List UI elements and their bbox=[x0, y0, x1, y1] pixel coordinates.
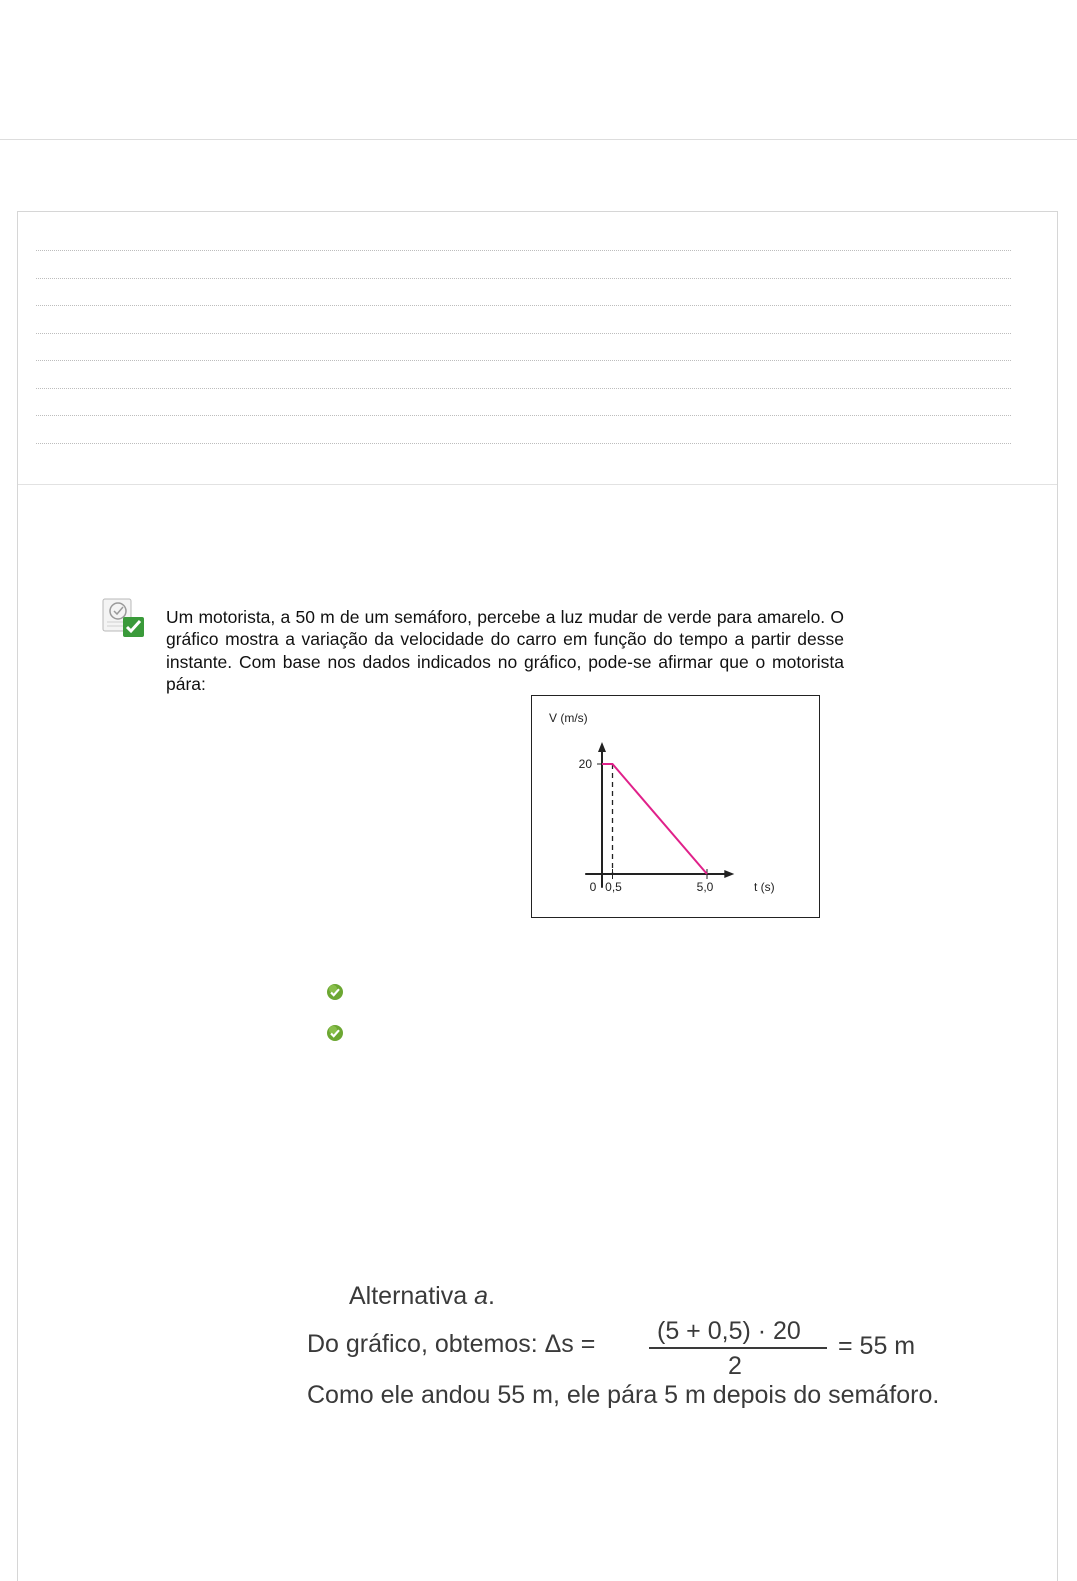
solution-calc-prefix: Do gráfico, obtemos: Δs = bbox=[307, 1330, 595, 1359]
question-text: Um motorista, a 50 m de um semáforo, percebe a luz mudar de verde para amarelo. O gráfico mostra a variação da velocidade do carro em função do tempo a partir desse instante. Com base nos dados indicados no gráfico, pode-se afirmar que o motorista pára: bbox=[166, 606, 844, 695]
y-tick-label: 20 bbox=[579, 757, 593, 771]
dotted-rule bbox=[36, 305, 1011, 306]
solution-alternative bbox=[349, 1282, 495, 1311]
velocity-time-chart bbox=[531, 695, 820, 918]
x-axis-label: t (s) bbox=[754, 880, 775, 894]
dotted-rule bbox=[36, 278, 1011, 279]
series-line-velocity bbox=[602, 764, 707, 874]
alternative-letter: a bbox=[474, 1282, 488, 1310]
dotted-rule bbox=[36, 443, 1011, 444]
alternative-suffix: . bbox=[488, 1282, 495, 1310]
fraction-denominator: 2 bbox=[728, 1352, 742, 1381]
solution-result: = 55 m bbox=[838, 1332, 915, 1361]
panel-header bbox=[18, 212, 1057, 485]
x-tick-label: 0,5 bbox=[605, 880, 622, 894]
green-check-icon bbox=[326, 983, 344, 1001]
green-check-icon bbox=[326, 1024, 344, 1042]
fraction-bar bbox=[649, 1347, 827, 1349]
y-axis-arrow bbox=[598, 742, 606, 752]
y-axis-label: V (m/s) bbox=[549, 711, 588, 725]
graded-question-check-icon bbox=[101, 596, 145, 638]
dotted-rule bbox=[36, 388, 1011, 389]
solution-conclusion: Como ele andou 55 m, ele pára 5 m depois do semáforo. bbox=[307, 1381, 939, 1410]
fraction-numerator: (5 + 0,5) · 20 bbox=[657, 1317, 801, 1346]
dotted-rule bbox=[36, 360, 1011, 361]
dotted-rule bbox=[36, 415, 1011, 416]
x-axis-arrow bbox=[724, 870, 734, 878]
dotted-rule bbox=[36, 333, 1011, 334]
x-tick-label: 5,0 bbox=[697, 880, 714, 894]
dotted-rule bbox=[36, 250, 1011, 251]
alternative-prefix: Alternativa bbox=[349, 1282, 474, 1310]
x-tick-label: 0 bbox=[590, 880, 597, 894]
page-top-divider bbox=[0, 139, 1077, 140]
